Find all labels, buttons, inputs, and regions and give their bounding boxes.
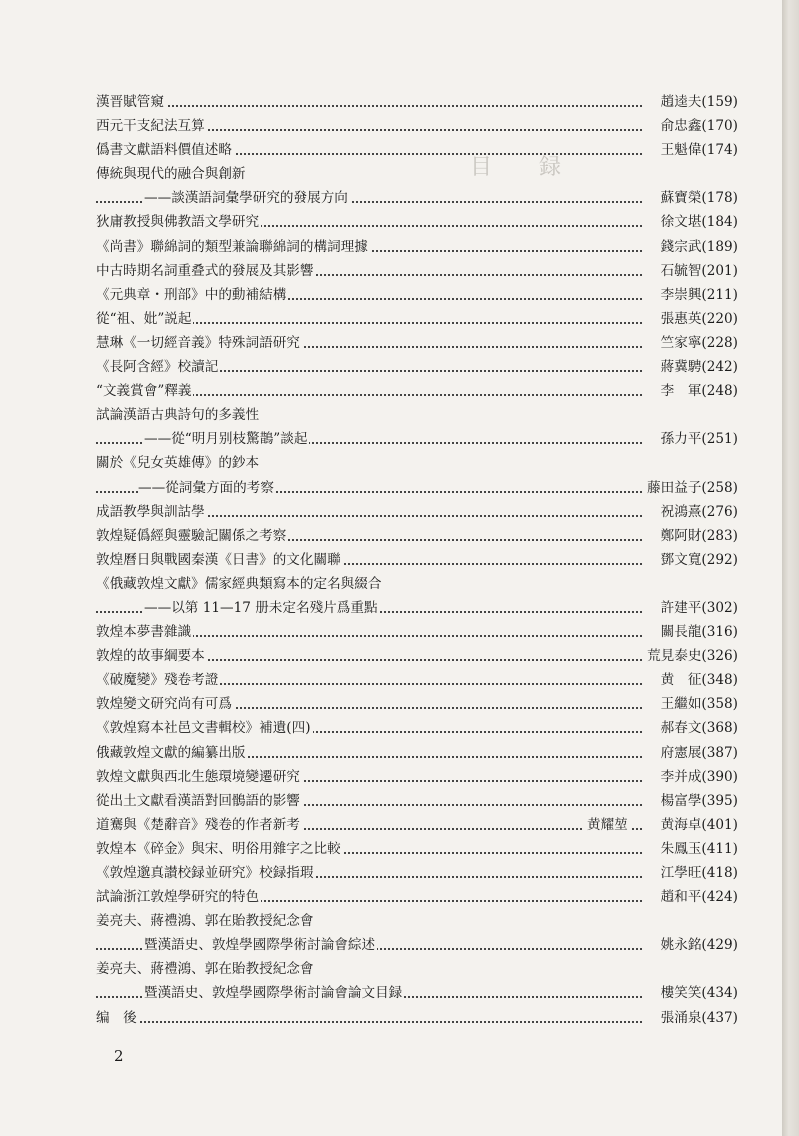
toc-entry [96, 548, 738, 572]
toc-entry-title: 《俄藏敦煌文獻》儒家經典類寫本的定名與綴合 [96, 572, 383, 596]
toc-entry-author-page: 石毓智(201) [658, 259, 738, 283]
toc-entry-title: “文義賞會”釋義 [96, 379, 193, 403]
toc-entry-author-page: 張惠英(220) [658, 307, 738, 331]
toc-entry-title: 西元干支紀法互算 [96, 114, 207, 138]
toc-entry-title: 僞書文獻語料價值述略 [96, 138, 234, 162]
toc-entry-title: 《尚書》聯綿詞的類型兼論聯綿詞的構詞理據 [96, 235, 370, 259]
toc-entry [96, 981, 738, 1005]
toc-entry-author-page: 張涌泉(437) [658, 1006, 738, 1030]
toc-entry [96, 307, 738, 331]
toc-entry [96, 355, 738, 379]
toc-entry-author-page: 竺家寧(228) [658, 331, 738, 355]
toc-entry-title: 《長阿含經》校讀記 [96, 355, 220, 379]
toc-entry-author-page: 郝春文(368) [658, 716, 738, 740]
toc-entry [96, 716, 738, 740]
toc-entry [96, 476, 738, 500]
toc-entry-author-page: 趙逵夫(159) [658, 90, 738, 114]
toc-entry [96, 909, 738, 933]
toc-entry-author-page: 楊富學(395) [658, 789, 738, 813]
toc-entry-author-page: 錢宗武(189) [658, 235, 738, 259]
toc-entry [96, 861, 738, 885]
toc-entry [96, 138, 738, 162]
toc-entry-title: 敦煌變文研究尚有可爲 [96, 692, 234, 716]
toc-entry [96, 692, 738, 716]
toc-entry-title: 姜亮夫、蔣禮鴻、郭在貽教授紀念會 [96, 909, 316, 933]
dot-leader [96, 1021, 642, 1023]
toc-entry [96, 885, 738, 909]
toc-entry [96, 668, 738, 692]
toc-entry [96, 789, 738, 813]
toc-entry [96, 210, 738, 234]
toc-entry-author-page: 江學旺(418) [658, 861, 738, 885]
toc-entry-title: 《元典章・刑部》中的動補結構 [96, 283, 288, 307]
toc-entry-title: 試論漢語古典詩句的多義性 [96, 403, 261, 427]
toc-entry-author-page: 蘇寶榮(178) [658, 186, 738, 210]
toc-entry-title: 敦煌疑僞經與靈驗記關係之考察 [96, 524, 288, 548]
toc-entry [96, 765, 738, 789]
toc-entry-title: ——談漢語詞彙學研究的發展方向 [144, 186, 350, 210]
toc-entry-author-page: 蔣冀騁(242) [658, 355, 738, 379]
toc-entry-author-page: 徐文堪(184) [658, 210, 738, 234]
toc-entry-title: 暨漢語史、敦煌學國際學術討論會論文目録 [144, 981, 404, 1005]
toc-entry-title: 敦煌本《碎金》與宋、明俗用雜字之比較 [96, 837, 343, 861]
toc-entry-author-page: 姚永銘(429) [658, 933, 738, 957]
toc-entry [96, 235, 738, 259]
show-through-decoration: 目 録 [470, 155, 581, 180]
toc-entry-title: 编 後 [96, 1006, 139, 1030]
toc-entry-title: 慧琳《一切經音義》特殊詞語研究 [96, 331, 302, 355]
toc-entry-author-page: 關長龍(316) [658, 620, 738, 644]
toc-entry-author-page: 府憲展(387) [658, 741, 738, 765]
toc-entry-title: 傳統與現代的融合與創新 [96, 162, 248, 186]
page-number: 2 [114, 1047, 124, 1065]
toc-entry-author-page: 孫力平(251) [658, 427, 738, 451]
toc-entry-title: ——以第 11—17 册未定名殘片爲重點 [144, 596, 380, 620]
toc-entry-title: 敦煌曆日與戰國秦漢《日書》的文化關聯 [96, 548, 343, 572]
toc-entry-author-page: 王魁偉(174) [658, 138, 738, 162]
toc-entry [96, 933, 738, 957]
toc-entry-coauthor: 黄耀堃 [584, 813, 631, 837]
toc-entry-author-page: 黄 征(348) [658, 668, 738, 692]
toc-entry [96, 620, 738, 644]
toc-entry-author-page: 鄧文寬(292) [658, 548, 738, 572]
toc-entry [96, 741, 738, 765]
toc-entry-title: 中古時期名詞重叠式的發展及其影響 [96, 259, 316, 283]
toc-entry-title: 道騫與《楚辭音》殘卷的作者新考 [96, 813, 302, 837]
toc-entry-author-page: 荒見泰史(326) [644, 644, 738, 668]
toc-entry-author-page: 祝鴻熹(276) [658, 500, 738, 524]
toc-entry [96, 162, 738, 186]
toc-entry-author-page: 趙和平(424) [658, 885, 738, 909]
toc-entry-author-page: 藤田益子(258) [644, 476, 738, 500]
page-edge [782, 0, 799, 1136]
toc-entry-title: 敦煌的故事綱要本 [96, 644, 207, 668]
toc-entry-title: 試論浙江敦煌學研究的特色 [96, 885, 261, 909]
toc-entry [96, 259, 738, 283]
toc-entry [96, 283, 738, 307]
toc-entry [96, 451, 738, 475]
toc-entry [96, 331, 738, 355]
toc-entry [96, 524, 738, 548]
toc-entry-author-page: 樓笑笑(434) [658, 981, 738, 1005]
toc-entry-title: 狄庸教授與佛教語文學研究 [96, 210, 261, 234]
toc-entry-title: 從“祖、妣”説起 [96, 307, 193, 331]
toc-entry [96, 644, 738, 668]
toc-entry-title: 《破魔變》殘卷考證 [96, 668, 220, 692]
toc-entry [96, 427, 738, 451]
toc-entry-author-page: 朱鳳玉(411) [658, 837, 738, 861]
toc-entry-author-page: 李并成(390) [658, 765, 738, 789]
toc-entry-author-page: 王繼如(358) [658, 692, 738, 716]
toc-entry [96, 500, 738, 524]
toc-entry-author-page: 黄海卓(401) [658, 813, 738, 837]
table-of-contents [96, 90, 738, 1030]
toc-entry [96, 403, 738, 427]
toc-entry-title: 從出土文獻看漢語對回鶻語的影響 [96, 789, 302, 813]
toc-entry [96, 379, 738, 403]
toc-entry [96, 572, 738, 596]
toc-entry-author-page: 俞忠鑫(170) [658, 114, 738, 138]
toc-entry [96, 186, 738, 210]
toc-entry [96, 813, 738, 837]
toc-entry-author-page: 許建平(302) [658, 596, 738, 620]
toc-entry-title: ——從“明月别枝驚鵲”談起 [144, 427, 309, 451]
toc-entry-title: 暨漢語史、敦煌學國際學術討論會綜述 [144, 933, 377, 957]
toc-entry [96, 1006, 738, 1030]
toc-entry-title: 漢晋賦管窺 [96, 90, 166, 114]
toc-entry-title: ——從詞彙方面的考察 [138, 476, 276, 500]
toc-entry-author-page: 李 軍(248) [658, 379, 738, 403]
toc-entry-title: 關於《兒女英雄傳》的鈔本 [96, 451, 261, 475]
toc-entry [96, 114, 738, 138]
toc-entry [96, 837, 738, 861]
toc-entry-title: 《敦煌邈真讃校録並研究》校録指瑕 [96, 861, 316, 885]
toc-entry [96, 596, 738, 620]
toc-entry-title: 敦煌文獻與西北生態環境變遷研究 [96, 765, 302, 789]
toc-entry [96, 957, 738, 981]
toc-entry-author-page: 鄭阿財(283) [658, 524, 738, 548]
toc-entry [96, 90, 738, 114]
toc-entry-title: 俄藏敦煌文獻的編纂出版 [96, 741, 248, 765]
toc-entry-title: 敦煌本夢書雜識 [96, 620, 193, 644]
toc-entry-title: 成語教學與訓詁學 [96, 500, 207, 524]
dot-leader [96, 105, 642, 107]
toc-entry-title: 姜亮夫、蔣禮鴻、郭在貽教授紀念會 [96, 957, 316, 981]
toc-entry-author-page: 李崇興(211) [658, 283, 738, 307]
toc-entry-title: 《敦煌寫本社邑文書輯校》補遺(四) [96, 716, 313, 740]
